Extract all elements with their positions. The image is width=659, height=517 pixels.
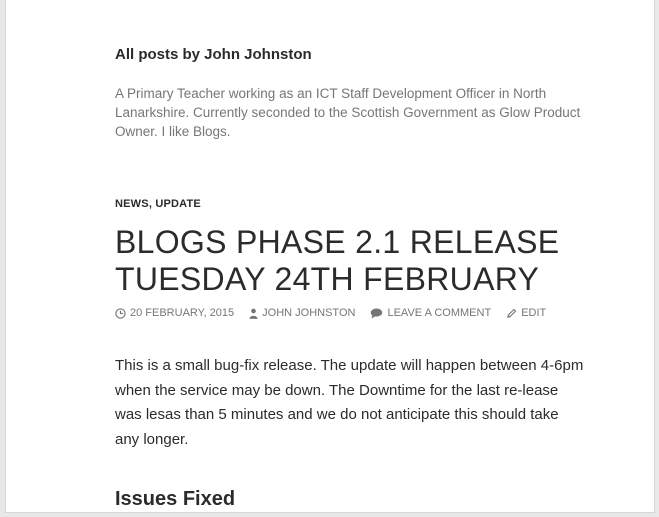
- category-link-update[interactable]: UPDATE: [155, 198, 201, 210]
- archive-title: All posts by John Johnston: [115, 46, 312, 63]
- post-title-line-2[interactable]: TUESDAY 24TH FEBRUARY: [115, 261, 540, 297]
- post-body: This is a small bug-fix release. The update will happen between 4-6pm when the service may be down. The Downtime for the last re-lease was lesas than 5 minutes and we do not anticipate this should take any longer.: [115, 357, 584, 448]
- page-container: [5, 0, 655, 513]
- user-icon: [249, 308, 258, 319]
- post-author: JOHN JOHNSTON: [262, 307, 356, 319]
- post-title-line-1[interactable]: BLOGS PHASE 2.1 RELEASE: [115, 224, 560, 260]
- edit-link[interactable]: [506, 307, 546, 319]
- section-heading-issues-fixed: Issues Fixed: [115, 488, 236, 510]
- speech-bubble-icon: [370, 308, 383, 319]
- clock-icon: [115, 308, 126, 319]
- category-separator: ,: [148, 198, 156, 210]
- pencil-icon: [506, 308, 517, 319]
- leave-comment-label: LEAVE A COMMENT: [387, 307, 492, 319]
- post-title[interactable]: [115, 224, 559, 298]
- post-meta: [115, 307, 561, 319]
- edit-label: EDIT: [521, 307, 547, 319]
- post-author-link[interactable]: [249, 307, 355, 319]
- post-date: 20 FEBRUARY, 2015: [130, 307, 235, 319]
- category-link-news[interactable]: NEWS: [115, 198, 149, 210]
- leave-comment-link[interactable]: [370, 307, 491, 319]
- post-categories: [115, 198, 201, 210]
- post-date-link[interactable]: [115, 307, 234, 319]
- author-description: A Primary Teacher working as an ICT Staff Development Officer in North Lanarkshire. Currently seconded to the Scottish Government as Glow Product Owner. I like Blogs.: [115, 86, 581, 139]
